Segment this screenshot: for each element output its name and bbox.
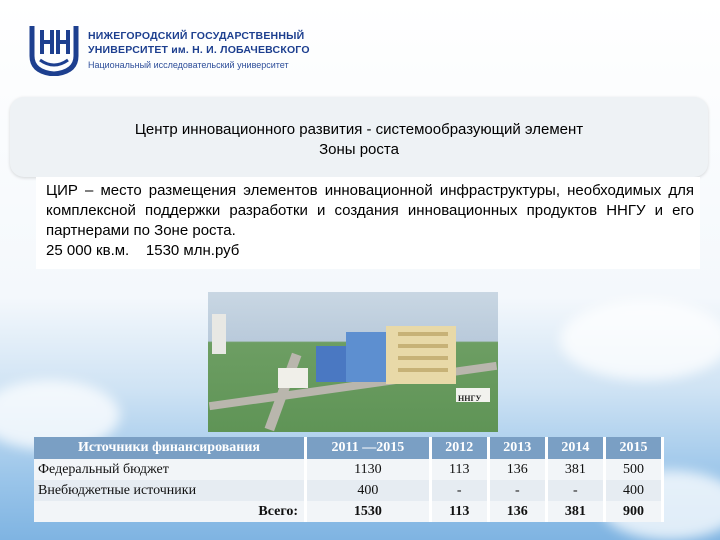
table-cell: 1130 — [306, 459, 431, 480]
table-cell: - — [430, 480, 488, 501]
table-cell: 900 — [604, 501, 662, 522]
table-cell: 381 — [546, 459, 604, 480]
table-cell: 500 — [604, 459, 662, 480]
column-header: 2013 — [488, 437, 546, 459]
slide-title-line1: Центр инновационного развития - системообразующий элемент — [134, 121, 584, 138]
column-header: Источники финансирования — [34, 437, 306, 459]
table-cell: 136 — [488, 501, 546, 522]
financing-table — [34, 437, 664, 522]
table-row — [34, 480, 663, 501]
university-subtitle: Национальный исследовательский университет — [88, 60, 289, 70]
table-cell: Всего: — [34, 501, 306, 522]
university-name-line2: УНИВЕРСИТЕТ им. Н. И. ЛОБАЧЕВСКОГО — [88, 44, 310, 56]
table-cell: - — [488, 480, 546, 501]
table-row — [34, 459, 663, 480]
description-text: ЦИР – место размещения элементов инновационной инфраструктуры, необходимых для комплексной поддержки разработки и создания инновационных продуктов ННГУ и его партнерами по Зоне роста. — [46, 182, 694, 239]
university-header — [28, 20, 348, 80]
table-cell: - — [546, 480, 604, 501]
table-cell: 400 — [306, 480, 431, 501]
table-cell: Внебюджетные источники — [34, 480, 306, 501]
table-total-row — [34, 501, 663, 522]
render-sign-label: ННГУ — [458, 394, 482, 403]
table-cell: 381 — [546, 501, 604, 522]
column-header: 2012 — [430, 437, 488, 459]
table-cell: 113 — [430, 459, 488, 480]
column-header: 2014 — [546, 437, 604, 459]
table-cell: Федеральный бюджет — [34, 459, 306, 480]
cloud-decoration — [560, 300, 720, 380]
table-cell: 113 — [430, 501, 488, 522]
university-name-line1: НИЖЕГОРОДСКИЙ ГОСУДАРСТВЕННЫЙ — [88, 30, 305, 42]
table-cell: 136 — [488, 459, 546, 480]
table-cell: 1530 — [306, 501, 431, 522]
column-header: 2015 — [604, 437, 662, 459]
nngu-logo-icon — [28, 20, 80, 76]
slide-title-line2: Зоны роста — [319, 141, 399, 158]
slide-title-box — [10, 97, 708, 177]
description-text-block — [46, 181, 694, 261]
description-box — [36, 177, 700, 269]
column-header: 2011 —2015 — [306, 437, 431, 459]
building-render-image — [208, 292, 498, 432]
table-header-row — [34, 437, 663, 459]
table-cell: 400 — [604, 480, 662, 501]
description-stats: 25 000 кв.м. 1530 млн.руб — [46, 242, 240, 259]
